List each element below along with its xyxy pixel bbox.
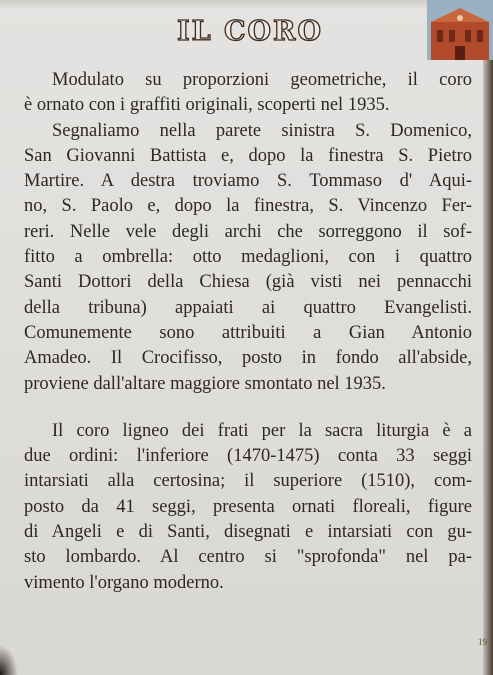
church-thumbnail xyxy=(427,0,493,60)
text-line: Il coro ligneo dei frati per la sacra liturgia è a xyxy=(52,420,472,441)
text-line: vimento l'organo moderno. xyxy=(24,572,224,593)
text-line: Segnaliamo nella parete sinistra S. Domenico, xyxy=(52,120,472,141)
church-facade-icon xyxy=(427,0,493,60)
page-number: 19 xyxy=(478,637,487,647)
text-line: della tribuna) appaiati ai quattro Evangelisti. xyxy=(24,297,472,318)
text-line: Santi Dottori della Chiesa (già visti nei pennacchi xyxy=(24,272,472,293)
text-line: posto da 41 seggi, presenta ornati floreali, figure xyxy=(24,496,472,517)
text-line: fitto a ombrella: otto medaglioni, con i quattro xyxy=(24,247,472,268)
text-line: è ornato con i graffiti originali, scoperti nel 1935. xyxy=(24,95,390,116)
text-line: intarsiati alla certosina; il superiore (1510), com- xyxy=(24,471,472,492)
text-line: proviene dall'altare maggiore smontato nel 1935. xyxy=(24,373,386,394)
text-line: sto lombardo. Al centro si "sprofonda" nel pa- xyxy=(24,547,472,568)
text-line: Amadeo. Il Crocifisso, posto in fondo all'abside, xyxy=(24,348,472,369)
text-line: Modulato su proporzioni geometriche, il coro xyxy=(52,70,472,90)
text-line: di Angeli e di Santi, disegnati e intarsiati con gu- xyxy=(24,522,472,543)
corner-shadow xyxy=(0,645,18,675)
text-line: due ordini: l'inferiore (1470-1475) conta 33 seggi xyxy=(24,446,472,467)
frame-top xyxy=(0,0,493,8)
text-line: Comunemente sono attribuiti a Gian Antonio xyxy=(24,322,472,343)
page-title: IL CORO xyxy=(177,16,323,47)
text-line: reri. Nelle vele degli archi che sorreggono il sof- xyxy=(24,221,472,242)
text-line: no, S. Paolo e, dopo la finestra, S. Vincenzo Fer- xyxy=(24,196,472,217)
text-line: San Giovanni Battista e, dopo la finestra S. Pietro xyxy=(24,145,472,166)
body-text xyxy=(24,68,472,596)
panel-edge-shadow xyxy=(483,60,493,675)
text-line: Martire. A destra troviamo S. Tommaso d' Aqui- xyxy=(24,171,472,192)
